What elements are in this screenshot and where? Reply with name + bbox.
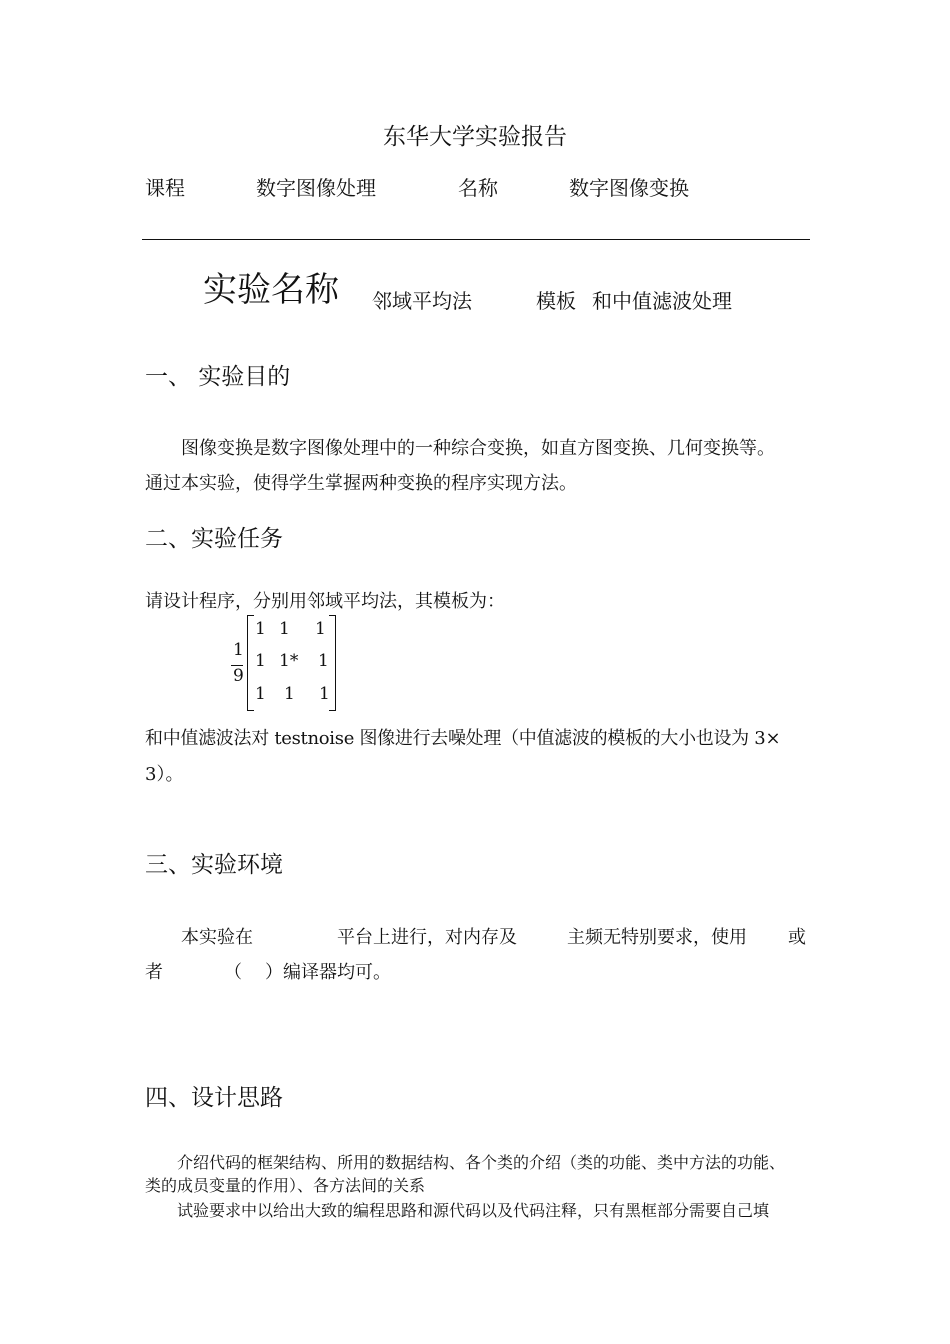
section-1-line2: 通过本实验，使得学生掌握两种变换的程序实现方法。 [145,473,577,494]
experiment-part2: 模板 [536,289,576,313]
matrix-cell: 1 [315,619,326,639]
matrix-cell: 1 [279,619,290,639]
section-3-text-a: 本实验在 [181,927,253,948]
fraction-denominator: 9 [233,666,244,686]
matrix-cell: 1 [255,651,266,671]
section-4-line2: 类的成员变量的作用）、各方法间的关系 [145,1176,426,1195]
report-title: 东华大学实验报告 [383,124,567,150]
section-3-text-d: 或 [788,927,806,948]
experiment-part3: 和中值滤波处理 [592,289,732,313]
course-value: 数字图像处理 [256,176,376,200]
header-divider [142,239,810,240]
matrix-right-bracket [329,615,336,711]
fraction-numerator: 1 [233,640,244,660]
matrix-cell: 1 [255,684,266,704]
section-3-text-g: ）编译器均可。 [265,962,391,983]
experiment-label: 实验名称 [203,270,339,310]
matrix-cell: 1 [319,684,330,704]
section-3-text-e: 者 [145,962,163,983]
name-label: 名称 [458,176,498,200]
experiment-part1: 邻域平均法 [372,289,472,313]
name-value: 数字图像变换 [569,176,689,200]
matrix-cell: 1 [318,651,329,671]
section-3-text-f: （ [224,962,242,983]
section-3-text-b: 平台上进行，对内存及 [337,927,517,948]
matrix-cell: 1 [255,619,266,639]
section-1-heading: 一、 实验目的 [145,364,291,390]
course-label: 课程 [145,176,185,200]
section-4-heading: 四、设计思路 [145,1085,283,1111]
section-4-line1: 介绍代码的框架结构、所用的数据结构、各个类的介绍（类的功能、类中方法的功能、 [177,1153,786,1172]
section-2-intro: 请设计程序，分别用邻域平均法，其模板为： [145,591,505,612]
section-1-line1: 图像变换是数字图像处理中的一种综合变换，如直方图变换、几何变换等。 [181,438,775,459]
section-2-line2: 3）。 [145,764,184,785]
section-3-heading: 三、实验环境 [145,852,283,878]
template-matrix [229,613,349,713]
section-4-line3: 试验要求中以给出大致的编程思路和源代码以及代码注释，只有黑框部分需要自己填 [177,1201,770,1220]
section-2-heading: 二、实验任务 [145,526,283,552]
section-2-line1: 和中值滤波法对 testnoise 图像进行去噪处理（中值滤波的模板的大小也设为 3× [145,728,781,749]
matrix-cell: 1 [284,684,295,704]
matrix-left-bracket [247,615,254,711]
matrix-cell: 1* [279,651,299,671]
section-3-text-c: 主频无特别要求，使用 [567,927,747,948]
